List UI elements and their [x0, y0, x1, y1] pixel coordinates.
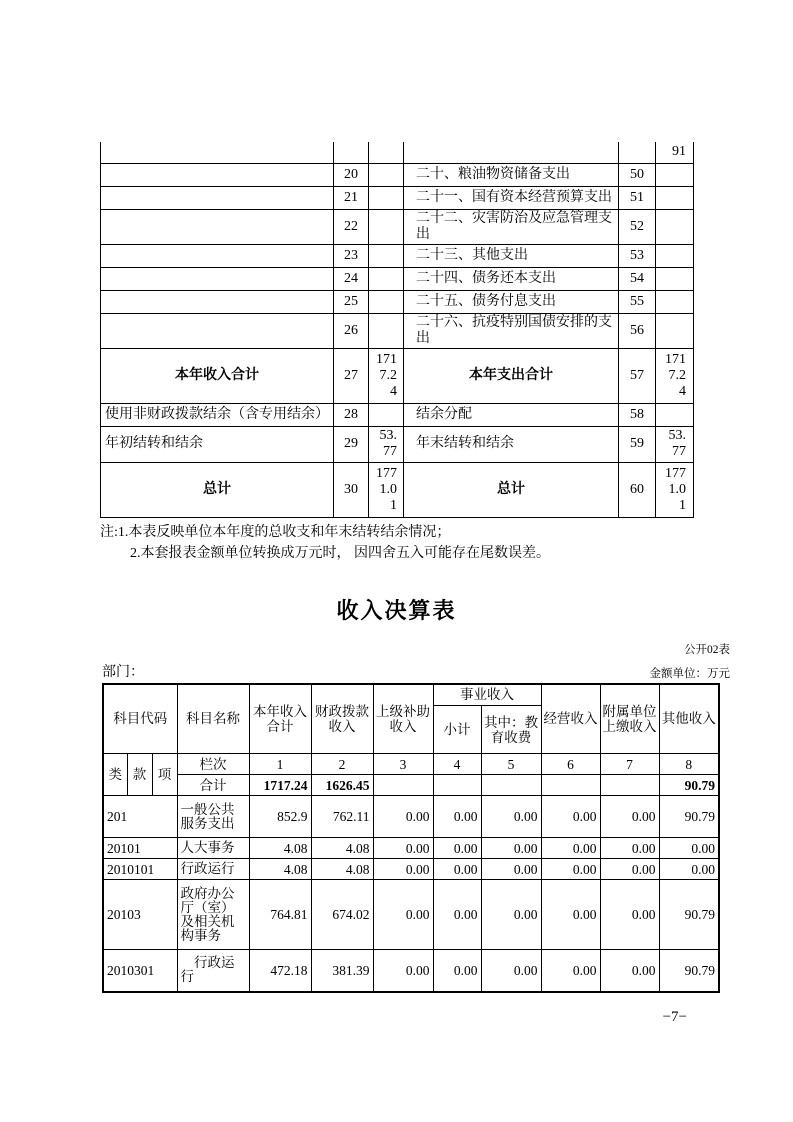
- expense-amount-cell: [656, 313, 694, 348]
- value-cell: 0.00: [433, 859, 481, 880]
- data-row: [103, 859, 719, 880]
- income-amount-cell: [369, 290, 404, 313]
- header-business-income-group: 事业收入: [433, 684, 541, 706]
- header-operating-income: 经营收入: [541, 684, 600, 754]
- total-value: [541, 775, 600, 796]
- header-education-fees: 其中：教育收费: [481, 706, 541, 754]
- income-amount-cell: [369, 267, 404, 290]
- subject-name-cell: 政府办公厅（室）及相关机构事务: [177, 880, 249, 950]
- expense-amount-cell: [656, 267, 694, 290]
- header-superior-subsidy: 上级补助收入: [373, 684, 433, 754]
- expense-amount-cell: [656, 290, 694, 313]
- row-number-cell: 60: [619, 462, 656, 517]
- expense-amount-cell: [656, 163, 694, 186]
- total-value: [433, 775, 481, 796]
- row-number-cell: 59: [619, 426, 656, 462]
- expense-name-cell: 二十三、其他支出: [404, 244, 619, 267]
- value-cell: 0.00: [481, 859, 541, 880]
- expense-amount-cell: 53.77: [656, 426, 694, 462]
- income-amount-cell: [369, 244, 404, 267]
- note-line-2: 2.本套报表金额单位转换成万元时， 因四舍五入可能存在尾数误差。: [130, 545, 550, 561]
- value-cell: 0.00: [481, 796, 541, 838]
- table-row: [101, 209, 694, 244]
- value-cell: 0.00: [373, 796, 433, 838]
- total-value: 90.79: [659, 775, 719, 796]
- total-label: 合计: [177, 775, 249, 796]
- subject-name-cell: 行政运行: [177, 950, 249, 992]
- column-number: 3: [373, 754, 433, 775]
- value-cell: 0.00: [600, 859, 659, 880]
- row-number-cell: 52: [619, 209, 656, 244]
- income-amount-cell: [369, 403, 404, 426]
- value-cell: 4.08: [249, 838, 311, 859]
- value-cell: 472.18: [249, 950, 311, 992]
- department-label: 部门：: [102, 664, 144, 680]
- total-value: [481, 775, 541, 796]
- row-number-cell: 25: [334, 290, 369, 313]
- header-affiliated-remittance: 附属单位上缴收入: [600, 684, 659, 754]
- value-cell: 0.00: [481, 950, 541, 992]
- value-cell: 674.02: [311, 880, 373, 950]
- row-number-cell: 28: [334, 403, 369, 426]
- doc-number-label: 公开02表: [684, 643, 730, 656]
- expense-name-cell: 二十五、债务付息支出: [404, 290, 619, 313]
- table-row: [101, 426, 694, 462]
- subject-code-cell: 20103: [103, 880, 177, 950]
- value-cell: 0.00: [481, 838, 541, 859]
- subject-name-cell: 人大事务: [177, 838, 249, 859]
- row-number-cell: 50: [619, 163, 656, 186]
- value-cell: 0.00: [433, 838, 481, 859]
- row-number-cell: 23: [334, 244, 369, 267]
- unit-label: 金额单位：万元: [649, 667, 730, 680]
- value-cell: 0.00: [659, 859, 719, 880]
- column-number: 6: [541, 754, 600, 775]
- value-cell: 4.08: [311, 838, 373, 859]
- value-cell: 0.00: [600, 950, 659, 992]
- value-cell: 4.08: [311, 859, 373, 880]
- value-cell: 0.00: [541, 838, 600, 859]
- income-amount-cell: [369, 142, 404, 163]
- expense-name-cell: 二十六、抗疫特别国债安排的支出: [404, 313, 619, 348]
- row-number-cell: 20: [334, 163, 369, 186]
- value-cell: 0.00: [433, 880, 481, 950]
- data-row: [103, 950, 719, 992]
- value-cell: 0.00: [541, 880, 600, 950]
- table-row: [101, 142, 694, 163]
- column-number: 7: [600, 754, 659, 775]
- value-cell: 0.00: [600, 880, 659, 950]
- expense-amount-cell: [656, 403, 694, 426]
- income-name-cell: [101, 186, 334, 209]
- header-row: [103, 684, 719, 706]
- row-number-cell: [619, 142, 656, 163]
- income-amount-cell: [369, 209, 404, 244]
- income-amount-cell: 53.77: [369, 426, 404, 462]
- income-name-cell: [101, 313, 334, 348]
- dept-unit-row: [102, 661, 730, 681]
- data-row: [103, 838, 719, 859]
- value-cell: 90.79: [659, 880, 719, 950]
- column-number: 2: [311, 754, 373, 775]
- income-table: [102, 683, 720, 993]
- income-amount-cell: [369, 313, 404, 348]
- row-number-cell: 24: [334, 267, 369, 290]
- value-cell: 0.00: [481, 880, 541, 950]
- row-number-cell: 57: [619, 348, 656, 403]
- row-number-cell: 21: [334, 186, 369, 209]
- income-amount-cell: 1717.24: [369, 348, 404, 403]
- value-cell: 0.00: [659, 838, 719, 859]
- row-number-cell: 26: [334, 313, 369, 348]
- column-number: 5: [481, 754, 541, 775]
- table-row: [101, 462, 694, 517]
- expense-name-cell: 年末结转和结余: [404, 426, 619, 462]
- header-fiscal-appropriation: 财政拨款收入: [311, 684, 373, 754]
- column-number: 4: [433, 754, 481, 775]
- expense-name-cell: 二十四、债务还本支出: [404, 267, 619, 290]
- summary-balance-table: [100, 142, 694, 518]
- subject-code-cell: 2010101: [103, 859, 177, 880]
- expense-name-cell: 结余分配: [404, 403, 619, 426]
- value-cell: 0.00: [373, 880, 433, 950]
- row-number-cell: 55: [619, 290, 656, 313]
- row-number-cell: 56: [619, 313, 656, 348]
- value-cell: 852.9: [249, 796, 311, 838]
- value-cell: 764.81: [249, 880, 311, 950]
- table-row: [101, 186, 694, 209]
- header-section: 款: [127, 754, 152, 796]
- expense-amount-cell: 91: [656, 142, 694, 163]
- header-subject-code: 科目代码: [103, 684, 177, 754]
- row-number-cell: 29: [334, 426, 369, 462]
- expense-amount-cell: [656, 244, 694, 267]
- table-row: [101, 244, 694, 267]
- row-number-cell: 53: [619, 244, 656, 267]
- income-total-label: 本年收入合计: [101, 348, 334, 403]
- row-number-cell: 54: [619, 267, 656, 290]
- income-name-cell: [101, 163, 334, 186]
- value-cell: 0.00: [433, 796, 481, 838]
- total-value: 1626.45: [311, 775, 373, 796]
- total-row: [103, 775, 719, 796]
- value-cell: 0.00: [600, 838, 659, 859]
- note-line-1: 注:1.本表反映单位本年度的总收支和年末结转结余情况；: [100, 524, 451, 540]
- row-number-cell: 58: [619, 403, 656, 426]
- income-table-head: [102, 641, 730, 681]
- expense-amount-cell: 1771.01: [656, 462, 694, 517]
- value-cell: 0.00: [373, 859, 433, 880]
- table-row: [101, 163, 694, 186]
- expense-amount-cell: [656, 209, 694, 244]
- value-cell: 0.00: [433, 950, 481, 992]
- income-name-cell: [101, 267, 334, 290]
- row-number-cell: [334, 142, 369, 163]
- table-row: [101, 313, 694, 348]
- expense-amount-cell: 1717.24: [656, 348, 694, 403]
- total-value: 1717.24: [249, 775, 311, 796]
- income-amount-cell: [369, 163, 404, 186]
- value-cell: 0.00: [541, 950, 600, 992]
- value-cell: 0.00: [541, 796, 600, 838]
- expense-amount-cell: [656, 186, 694, 209]
- value-cell: 4.08: [249, 859, 311, 880]
- data-row: [103, 796, 719, 838]
- total-value: [600, 775, 659, 796]
- income-name-cell: 年初结转和结余: [101, 426, 334, 462]
- column-index-row: [103, 754, 719, 775]
- income-name-cell: [101, 142, 334, 163]
- income-name-cell: [101, 209, 334, 244]
- table-row: [101, 403, 694, 426]
- grand-total-label: 总计: [404, 462, 619, 517]
- subject-name-cell: 行政运行: [177, 859, 249, 880]
- row-number-cell: 30: [334, 462, 369, 517]
- page-number: −7−: [662, 1008, 687, 1025]
- row-number-cell: 22: [334, 209, 369, 244]
- table-row: [101, 267, 694, 290]
- subject-code-cell: 2010301: [103, 950, 177, 992]
- value-cell: 90.79: [659, 796, 719, 838]
- row-number-cell: 51: [619, 186, 656, 209]
- column-index-label: 栏次: [177, 754, 249, 775]
- column-number: 8: [659, 754, 719, 775]
- income-name-cell: 使用非财政拨款结余（含专用结余）: [101, 403, 334, 426]
- value-cell: 0.00: [373, 950, 433, 992]
- income-amount-cell: 1771.01: [369, 462, 404, 517]
- header-subtotal: 小计: [433, 706, 481, 754]
- expense-name-cell: 二十、粮油物资储备支出: [404, 163, 619, 186]
- header-subject-name: 科目名称: [177, 684, 249, 754]
- value-cell: 381.39: [311, 950, 373, 992]
- table-notes: [100, 522, 793, 564]
- income-amount-cell: [369, 186, 404, 209]
- grand-total-label: 总计: [101, 462, 334, 517]
- page-title: 收入决算表: [336, 597, 457, 623]
- value-cell: 0.00: [600, 796, 659, 838]
- income-name-cell: [101, 290, 334, 313]
- value-cell: 0.00: [541, 859, 600, 880]
- value-cell: 0.00: [373, 838, 433, 859]
- expense-total-label: 本年支出合计: [404, 348, 619, 403]
- value-cell: 762.11: [311, 796, 373, 838]
- total-value: [373, 775, 433, 796]
- income-name-cell: [101, 244, 334, 267]
- subject-name-cell: 一般公共服务支出: [177, 796, 249, 838]
- expense-name-cell: 二十二、灾害防治及应急管理支出: [404, 209, 619, 244]
- value-cell: 90.79: [659, 950, 719, 992]
- table-row: [101, 348, 694, 403]
- header-item: 项: [152, 754, 177, 796]
- table-row: [101, 290, 694, 313]
- expense-name-cell: [404, 142, 619, 163]
- subject-code-cell: 201: [103, 796, 177, 838]
- header-class: 类: [103, 754, 127, 796]
- data-row: [103, 880, 719, 950]
- expense-name-cell: 二十一、国有资本经营预算支出: [404, 186, 619, 209]
- subject-code-cell: 20101: [103, 838, 177, 859]
- header-other-income: 其他收入: [659, 684, 719, 754]
- column-number: 1: [249, 754, 311, 775]
- header-total-income: 本年收入合计: [249, 684, 311, 754]
- row-number-cell: 27: [334, 348, 369, 403]
